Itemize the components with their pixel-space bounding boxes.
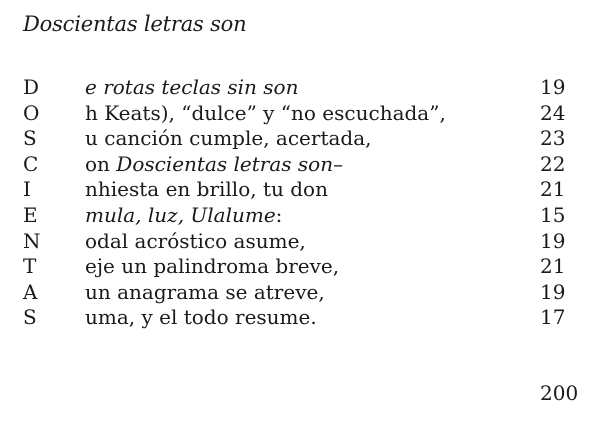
letter-count: 15	[540, 203, 566, 227]
acrostic-initial: S	[23, 126, 37, 151]
letter-count: 17	[540, 305, 566, 330]
poem-line	[0, 202, 610, 228]
text-segment: un anagrama se atreve,	[85, 279, 325, 304]
line-text	[85, 176, 328, 202]
letter-count: 22	[540, 151, 566, 176]
poem-line	[0, 74, 610, 100]
acrostic-initial: T	[23, 254, 37, 279]
letter-count: 21	[540, 254, 566, 279]
line-text	[85, 202, 282, 228]
text-segment: h Keats), “dulce” y “no escuchada”,	[85, 100, 446, 125]
poem-line	[0, 100, 610, 126]
poem-line	[0, 304, 610, 330]
text-segment: on	[85, 151, 117, 176]
letter-count: 23	[540, 126, 566, 151]
text-segment: :	[275, 203, 283, 227]
poem-line	[0, 279, 610, 305]
acrostic-initial: D	[23, 75, 40, 99]
acrostic-initial: O	[23, 100, 40, 125]
letter-count: 19	[540, 279, 566, 304]
acrostic-initial: S	[23, 305, 37, 330]
text-segment: –	[333, 151, 344, 176]
poem-line	[0, 228, 610, 254]
poem-line	[0, 253, 610, 279]
line-text	[85, 279, 325, 305]
letter-count: 19	[540, 228, 566, 253]
line-text	[85, 100, 446, 126]
acrostic-initial: I	[23, 177, 31, 202]
poem-line	[0, 125, 610, 151]
text-segment: eje un palindroma breve,	[85, 254, 340, 279]
line-text	[85, 74, 298, 100]
line-text	[85, 304, 317, 330]
line-text	[85, 125, 371, 151]
letter-total: 200	[540, 381, 579, 405]
acrostic-initial: C	[23, 151, 39, 176]
italic-segment: Doscientas letras son	[116, 151, 334, 176]
line-text	[85, 228, 306, 254]
poem-line	[0, 151, 610, 177]
letter-count: 19	[540, 75, 566, 99]
italic-segment: e rotas teclas sin son	[85, 75, 299, 99]
poem-title: Doscientas letras son	[23, 12, 247, 36]
acrostic-initial: E	[23, 203, 38, 227]
letter-count: 21	[540, 177, 566, 202]
line-text	[85, 253, 339, 279]
line-text	[85, 151, 343, 177]
acrostic-initial: N	[23, 228, 41, 253]
poem-line	[0, 176, 610, 202]
acrostic-initial: A	[23, 279, 38, 304]
text-segment: uma, y el todo resume.	[85, 305, 317, 330]
text-segment: u canción cumple, acertada,	[85, 126, 372, 151]
text-segment: odal acróstico asume,	[85, 228, 306, 253]
italic-segment: mula, luz, Ulalume	[85, 203, 276, 227]
text-segment: nhiesta en brillo, tu don	[85, 177, 328, 202]
letter-count: 24	[540, 100, 566, 125]
